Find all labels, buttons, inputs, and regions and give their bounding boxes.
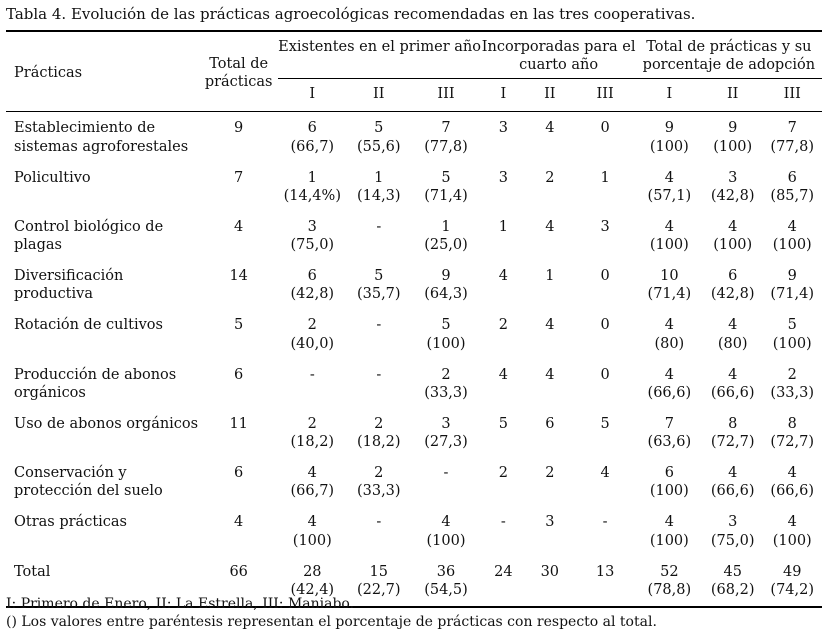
cell-count: - [376,366,382,383]
g2-cell: 0 [600,120,610,137]
g1-cell [410,409,481,458]
g2-cell: - [500,514,506,531]
cell-count: - [376,514,382,531]
cell-count: 4 [787,218,797,235]
g3-cell [636,310,703,359]
cell-count: 2 [374,415,384,432]
g2-cell: 4 [600,465,610,482]
cell-percentage: (71,4) [770,286,815,303]
cell-count: 4 [441,514,451,531]
cell-count: 4 [307,465,317,482]
cell-count: 7 [441,120,451,137]
g1-cell [410,163,481,212]
cell-percentage: (100) [649,532,689,549]
cell-percentage: (18,2) [356,434,401,450]
cell-percentage: (22,7) [356,581,401,598]
cell-count: 2 [307,415,317,432]
g2-cell: 13 [575,557,636,607]
cell-count: 8 [728,415,738,432]
cell-count: 7 [664,415,674,432]
practice-name: Conservación y protección del suelo [14,465,163,500]
cell-count: 2 [441,366,451,383]
cell-count: 1 [374,169,384,186]
g2-cell: 1 [545,268,555,285]
table-row [6,458,822,507]
cell-percentage: (64,3) [424,286,468,303]
cell-count: 5 [374,268,384,285]
g1-cell [278,507,348,556]
g3-cell [762,507,822,556]
g2-cell: 0 [600,268,610,285]
practices-table [6,30,822,608]
cell-percentage: (100) [713,237,753,253]
table-body [6,112,822,607]
cell-count: 4 [728,366,738,383]
cell-count: 52 [660,563,679,580]
g1-cell [278,409,348,458]
g3-cell [703,409,762,458]
g2-cell: 3 [498,169,508,186]
cell-count: 49 [782,563,802,580]
cell-count: 3 [728,169,738,186]
practice-name: Establecimiento de sistemas agroforestales [14,120,189,155]
subheader-iii: III [575,79,636,112]
table-row [6,261,822,310]
cell-count: 45 [723,563,742,580]
cell-count: 4 [664,317,674,334]
cell-count: 4 [787,465,797,482]
cell-percentage: (27,3) [424,434,468,450]
g2-cell: 2 [498,465,508,482]
g2-cell: 4 [545,120,555,137]
g2-cell: 4 [545,218,555,235]
cell-percentage: (100) [772,532,812,549]
g1-cell [278,212,348,261]
subheader-i: I [278,79,348,112]
cell-count: 6 [787,169,797,186]
g2-cell: 2 [545,169,555,186]
g2-cell: 3 [545,514,555,531]
subheader-ii: II [703,79,762,112]
g2-cell: 5 [600,415,610,432]
cell-percentage: (72,7) [710,434,755,450]
g1-cell [410,212,481,261]
g3-cell [636,458,703,507]
g1-cell [347,112,410,163]
cell-percentage: (14,4%) [283,187,341,204]
cell-percentage: (71,4) [424,187,468,204]
subheader-ii: II [525,79,574,112]
cell-percentage: (57,1) [647,187,692,204]
total-practices-value: 4 [234,514,244,531]
g2-cell: 3 [600,218,610,235]
cell-percentage: (100) [772,335,812,352]
cell-count: 2 [374,465,384,482]
table-row [6,163,822,212]
g3-cell [703,112,762,163]
cell-percentage: (54,5) [424,581,468,598]
g3-cell [762,261,822,310]
cell-percentage: (100) [426,335,466,352]
cell-percentage: (75,0) [290,237,335,253]
g1-cell [278,112,348,163]
footnote-cooperatives: I: Primero de Enero, II: La Estrella, III: Maniabo. [6,596,355,612]
cell-percentage: (33,3) [770,384,815,401]
g3-cell [636,112,703,163]
g3-cell [703,360,762,409]
header-total-practices: Total de prácticas [200,31,278,112]
g1-cell [347,310,410,359]
cell-percentage: (42,8) [710,286,755,303]
g1-cell [410,507,481,556]
cell-count: 3 [728,514,738,531]
total-practices-value: 4 [234,218,244,235]
g3-cell [636,409,703,458]
cell-count: 7 [787,120,797,137]
cell-percentage: (72,7) [770,434,815,450]
practice-name: Rotación de cultivos [14,317,163,334]
total-practices-value: 9 [234,120,244,137]
g3-cell [762,360,822,409]
g2-cell: 30 [525,557,574,607]
cell-percentage: (68,2) [710,581,755,598]
cell-count: 5 [441,169,451,186]
g1-cell [410,310,481,359]
g3-cell [762,557,822,607]
cell-count: 4 [728,317,738,334]
g1-cell [347,557,410,607]
cell-percentage: (100) [649,237,689,253]
cell-percentage: (100) [713,138,753,155]
cell-count: 36 [436,563,456,580]
cell-percentage: (33,3) [424,384,468,401]
cell-percentage: (100) [649,483,689,500]
cell-percentage: (80) [654,335,685,352]
g1-cell [347,212,410,261]
cell-percentage: (75,0) [710,532,755,549]
subheader-ii: II [347,79,410,112]
cell-count: 5 [787,317,797,334]
g3-cell [703,212,762,261]
g1-cell [347,409,410,458]
total-practices-value: 11 [229,415,248,432]
cell-count: 4 [307,514,317,531]
cell-percentage: (80) [717,335,748,352]
g3-cell [703,310,762,359]
g3-cell [636,507,703,556]
cell-count: 4 [787,514,797,531]
cell-count: 9 [441,268,451,285]
practice-name: Diversificación productiva [14,268,124,303]
cell-percentage: (33,3) [356,483,401,500]
cell-percentage: (14,3) [356,187,401,204]
cell-percentage: (63,6) [647,434,692,450]
g2-cell: 4 [545,317,555,334]
table-row [6,310,822,359]
cell-count: 4 [664,218,674,235]
g1-cell [347,163,410,212]
g3-cell [762,409,822,458]
g3-cell [703,458,762,507]
footnote-percentages: () Los valores entre paréntesis representan el porcentaje de prácticas con respecto al total. [6,614,657,630]
g1-cell [347,507,410,556]
cell-percentage: (42,4) [290,581,335,598]
cell-count: 4 [728,218,738,235]
g2-cell: - [602,514,608,531]
cell-percentage: (66,6) [710,483,755,500]
g1-cell [278,163,348,212]
cell-count: 9 [728,120,738,137]
cell-percentage: (66,6) [647,384,692,401]
table-row [6,212,822,261]
cell-count: - [376,218,382,235]
total-practices-value: 6 [234,366,244,383]
total-practices-value: 14 [229,268,248,285]
cell-count: 28 [303,563,322,580]
subheader-iii: III [762,79,822,112]
cell-count: 4 [664,514,674,531]
cell-percentage: (40,0) [290,335,335,352]
practice-name: Control biológico de plagas [14,218,164,253]
cell-percentage: (74,2) [770,581,815,598]
practice-name: Producción de abonos orgánicos [14,366,177,401]
g2-cell: 2 [545,465,555,482]
g1-cell [278,310,348,359]
g3-cell [762,310,822,359]
header-group-total-adoption: Total de prácticas y su porcentaje de adopción [636,31,822,79]
g1-cell [278,261,348,310]
cell-percentage: (78,8) [647,581,692,598]
cell-percentage: (66,7) [290,138,335,155]
cell-count: 6 [728,268,738,285]
g1-cell [347,458,410,507]
g2-cell: 1 [498,218,508,235]
g2-cell: 5 [498,415,508,432]
header-practices: Prácticas [6,31,200,112]
cell-percentage: (42,8) [290,286,335,303]
g1-cell [410,112,481,163]
g1-cell [410,458,481,507]
g3-cell [636,163,703,212]
subheader-i: I [482,79,526,112]
cell-percentage: (100) [772,237,812,253]
practice-name: Uso de abonos orgánicos [14,415,199,432]
g3-cell [762,212,822,261]
cell-count: 4 [664,169,674,186]
cell-percentage: (25,0) [424,237,468,253]
g2-cell: 6 [545,415,555,432]
cell-count: 15 [369,563,388,580]
subheader-i: I [636,79,703,112]
g1-cell [410,557,481,607]
header-group-incorporated: Incorporadas para el cuarto año [482,31,636,79]
practice-name: Total [6,557,200,607]
g2-cell: 24 [482,557,526,607]
g1-cell [278,458,348,507]
g2-cell: 0 [600,366,610,383]
cell-percentage: (71,4) [647,286,692,303]
g2-cell: 1 [600,169,610,186]
g1-cell [347,261,410,310]
cell-percentage: (55,6) [356,138,401,155]
cell-count: 9 [787,268,797,285]
table-row [6,360,822,409]
g3-cell [762,458,822,507]
cell-count: 6 [307,268,317,285]
g3-cell [762,163,822,212]
g3-cell [703,507,762,556]
cell-percentage: (42,8) [710,187,755,204]
cell-percentage: (77,8) [424,138,468,155]
g2-cell: 4 [545,366,555,383]
table-row [6,409,822,458]
header-group-existing: Existentes en el primer año [278,31,482,79]
g3-cell [636,360,703,409]
cell-count: 1 [441,218,451,235]
table-row [6,112,822,163]
cell-percentage: (66,7) [290,483,335,500]
total-practices-value: 6 [234,465,244,482]
cell-count: 3 [441,415,451,432]
total-practices-value: 7 [234,169,244,186]
cell-count: 4 [664,366,674,383]
subheader-iii: III [410,79,481,112]
cell-percentage: (18,2) [290,434,335,450]
cell-percentage: (77,8) [770,138,815,155]
cell-count: 2 [787,366,797,383]
cell-count: 3 [307,218,317,235]
cell-count: 10 [660,268,679,285]
total-practices-value: 5 [234,317,244,334]
practice-name: Otras prácticas [14,514,127,531]
table-row [6,507,822,556]
cell-count: - [376,317,382,334]
cell-percentage: (35,7) [356,286,401,303]
cell-count: 6 [664,465,674,482]
g1-cell [410,360,481,409]
cell-count: 4 [728,465,738,482]
g1-cell [347,360,410,409]
g1-cell [278,360,348,409]
g3-cell [636,557,703,607]
g2-cell: 0 [600,317,610,334]
cell-count: 5 [374,120,384,137]
cell-count: 2 [307,317,317,334]
g1-cell [410,261,481,310]
g3-cell [636,212,703,261]
cell-count: 5 [441,317,451,334]
total-practices-value: 66 [200,557,278,607]
cell-count: - [443,465,449,482]
g2-cell: 3 [498,120,508,137]
cell-percentage: (66,6) [710,384,755,401]
cell-count: 1 [307,169,317,186]
practice-name: Policultivo [14,169,91,186]
cell-count: 8 [787,415,797,432]
g3-cell [703,163,762,212]
g3-cell [762,112,822,163]
cell-count: 6 [307,120,317,137]
g2-cell: 2 [498,317,508,334]
cell-percentage: (100) [292,532,332,549]
g2-cell: 4 [498,366,508,383]
cell-percentage: (85,7) [770,187,815,204]
cell-percentage: (100) [426,532,466,549]
table-caption: Tabla 4. Evolución de las prácticas agroecológicas recomendadas en las tres cooperativas. [6,5,696,23]
g3-cell [636,261,703,310]
g3-cell [703,557,762,607]
cell-count: - [309,366,315,383]
g2-cell: 4 [498,268,508,285]
cell-count: 9 [664,120,674,137]
g3-cell [703,261,762,310]
cell-percentage: (100) [649,138,689,155]
cell-percentage: (66,6) [770,483,815,500]
